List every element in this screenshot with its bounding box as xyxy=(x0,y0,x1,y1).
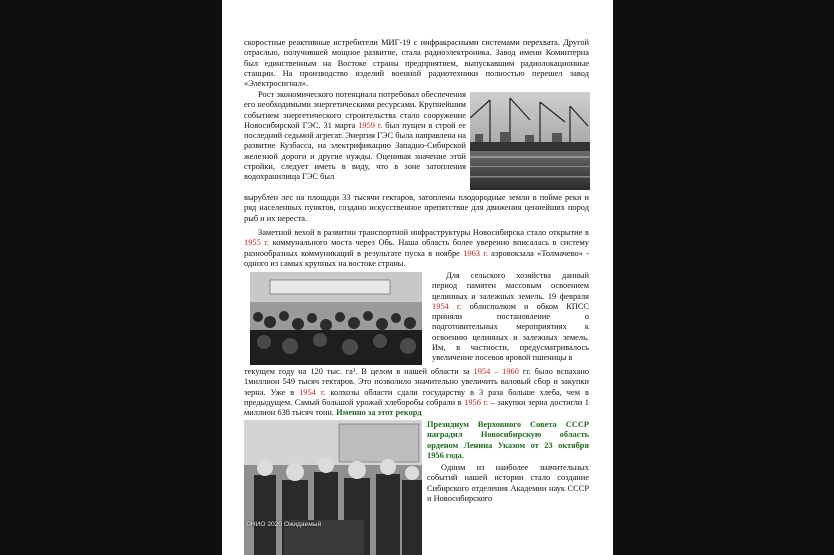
paragraph-4 xyxy=(432,271,589,364)
paragraph-2-text-a: Рост экономического потенциала потребовал обеспечения его необходимыми энергетическими ресурсами. Крупнейшим событием энергетического строительства стало сооружение Новосибирской ГЭС. 31 марта xyxy=(244,90,466,130)
years-1954-1960: 1954 – 1960 xyxy=(473,367,519,376)
year-1955: 1955 г. xyxy=(244,238,269,248)
crowd-photo-graphic xyxy=(250,272,422,365)
paragraph-4-continued xyxy=(244,367,589,418)
paragraph-4-text-f: – закупки зерна достигли 1 миллион 638 тысяч тонн. xyxy=(244,397,589,418)
photo-stamp: ©НИО 2020 Ожидаемый xyxy=(246,521,322,528)
year-1963: 1963 г. xyxy=(463,248,488,258)
paragraph-2 xyxy=(244,90,466,183)
paragraph-4-text-a: Для сельского хозяйства данный период памятен массовым освоением целинных и залежных земель. 19 февраля xyxy=(432,271,589,301)
paragraph-2-continued xyxy=(244,193,589,224)
paragraph-4-text-c: текущем году на 120 тыс. га³. В целом в нашей области за xyxy=(244,367,474,376)
paragraph-6 xyxy=(427,463,589,504)
paragraph-4-text-d: гг. было вспахано 1миллион 549 тысяч гектаров. Это позволило значительно увеличить валовый сбор и закупки зерна. Уже в xyxy=(244,367,590,397)
document-page xyxy=(222,0,613,555)
paragraph-4-text-e: колхозы области сдали государству в 3 раза больше хлеба, чем в предыдущем. Самый большой урожай хлеборобы собрали в xyxy=(244,387,589,407)
paragraph-2-text-c: вырублен лес на площади 33 тысячи гектаров, затоплены плодородные земли в пойме реки и ряд населенных пунктов, создано искусственное препятствие для движения ценнейших пород рыб и их нереста. xyxy=(244,193,589,223)
paragraph-2-text-b: был пущен в строй ее последний седьмой агрегат. Энергия ГЭС была направлена на развитие Кузбасса, на электрификацию Западно-Сибирской железной дороги и другие нужды. Оценивая значение этой стройки, следует иметь в виду, что в зоне затопления водохранилища ГЭС был xyxy=(244,120,466,182)
paragraph-3-text-c: аэровокзала «Толмачево» - одного из самых крупных на востоке страны. xyxy=(244,248,589,268)
paragraph-6-text: Одним из наиболее значительных событий нашей истории стало создание Сибирского отделения Академии наук СССР и Новосибирского xyxy=(427,463,589,503)
paragraph-3-text-a: Заметной вехой в развитии транспортной инфраструктуры Новосибирска стало открытие в xyxy=(258,228,589,237)
year-1954-second: 1954 г. xyxy=(299,387,326,397)
year-1956: 1956 г. xyxy=(464,397,489,407)
award-paragraph xyxy=(427,420,589,461)
officials-visit-photo xyxy=(244,420,422,555)
crowd-meeting-photo xyxy=(250,272,422,365)
award-text: Президиум Верховного Совета СССР наградил Новосибирскую область орденом Ленина Указом от 23 октября 1956 года. xyxy=(427,420,589,460)
paragraph-3 xyxy=(244,228,589,269)
paragraph-1-text: скоростные реактивные истребители МИГ-19 с инфракрасными системами перехвата. Другой отраслью, получившей мощное развитие, стала радиоэлектроника. Завод имени Коминтерна был единственным на Востоке страны предприятием, выпускавшим радиолокационные станции. На производство изделий военной радиотехники полностью перешел завод «Электросигнал». xyxy=(244,38,589,89)
paragraph-4-text-b: облисполком и обком КПСС приняли постановление о подготовительных мероприятиях к освоению целинных и залежных земель. Им, в частности, предусматривалось увеличение посевов яровой пшеницы в xyxy=(432,301,589,363)
paragraph-3-text-b: коммунального моста через Обь. Наша область более уверенно вписалась в систему разнообразных коммуникаций в результате пуска в ноябре xyxy=(244,238,589,258)
year-1954: 1954 г. xyxy=(432,301,462,311)
year-1959: 1959 г. xyxy=(358,120,383,130)
hydro-photo-graphic xyxy=(470,92,590,190)
record-highlight: Именно за этот рекорд xyxy=(336,408,422,418)
paragraph-1 xyxy=(244,38,589,89)
hydroelectric-dam-photo xyxy=(470,92,590,190)
officials-photo-graphic xyxy=(244,420,422,555)
